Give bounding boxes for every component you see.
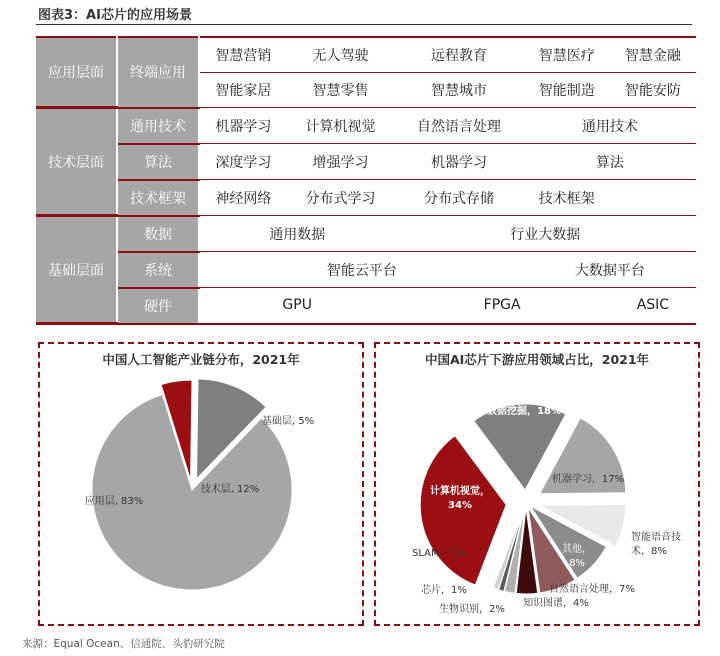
pie-slice-label: SLAM，1% [412, 548, 466, 559]
table-row [36, 216, 696, 252]
sublayer-label-terminal: 终端应用 [117, 37, 199, 108]
table-cell: 通用数据 [199, 216, 394, 252]
sublayer-label: 技术框架 [117, 180, 199, 216]
table-cell: 智能制造 [524, 73, 610, 108]
table-cell: 算法 [524, 144, 696, 180]
pie-slice-label: 技术层, 12% [200, 484, 260, 495]
table-cell: ASIC [610, 288, 696, 324]
pie-slice-label: 知识图谱，4% [523, 598, 589, 609]
pie-slice-label: 计算机视觉， 34% [430, 486, 490, 511]
chart-panel-industry [38, 342, 364, 626]
source-note: 来源：Equal Ocean、信通院、头豹研究院 [22, 638, 225, 650]
table-cell: 智慧金融 [610, 37, 696, 73]
sublayer-label: 数据 [117, 216, 199, 252]
table-row [36, 37, 696, 73]
layer-label-application: 应用层面 [36, 37, 117, 108]
table-cell: 深度学习 [199, 144, 287, 180]
table-cell: 远程教育 [394, 37, 523, 73]
sublayer-label: 算法 [117, 144, 199, 180]
table-cell: 分布式学习 [287, 180, 395, 216]
table-cell: 神经网络 [199, 180, 287, 216]
table-row [36, 144, 696, 180]
table-cell: 增强学习 [287, 144, 395, 180]
table-cell: FPGA [394, 288, 609, 324]
industry-pie-chart [40, 344, 362, 624]
table-cell: 智能云平台 [199, 252, 524, 288]
table-row [36, 180, 696, 216]
table-cell: 智慧医疗 [524, 37, 610, 73]
table-cell [610, 180, 696, 216]
table-row [36, 252, 696, 288]
table-cell: GPU [199, 288, 394, 324]
pie-slice-label: 基础层, 5% [261, 416, 315, 427]
chart-title: 中国人工智能产业链分布，2021年 [102, 352, 300, 367]
sublayer-label: 系统 [117, 252, 199, 288]
layer-label-foundation: 基础层面 [36, 216, 117, 324]
pie-slice-label: 机器学习，17% [551, 474, 625, 485]
layer-label-technology: 技术层面 [36, 108, 117, 216]
table-cell: 无人驾驶 [287, 37, 395, 73]
pie-slice-label: 智能语音技术，8% [631, 532, 681, 557]
table-row [36, 108, 696, 144]
table-cell: 智能家居 [199, 73, 287, 108]
table-cell: 技术框架 [524, 180, 610, 216]
table-cell: 机器学习 [199, 108, 287, 144]
table-cell: 分布式存储 [394, 180, 523, 216]
chart-panel-chip [374, 342, 700, 626]
pie-slice-label: 应用层, 83% [84, 496, 144, 507]
pie-slice-label: 其他， 8% [562, 544, 592, 569]
pie-slice-label: 数据挖掘，18% [487, 406, 561, 417]
table-cell: 自然语言处理 [394, 108, 523, 144]
table-cell: 机器学习 [394, 144, 523, 180]
table-cell: 智慧城市 [394, 73, 523, 108]
table-cell: 智能安防 [610, 73, 696, 108]
table-cell: 通用技术 [524, 108, 696, 144]
pie-slice-label: 生物识别，2% [439, 604, 505, 615]
figure-title: 图表3：AI芯片的应用场景 [38, 8, 192, 23]
table-row [36, 288, 696, 324]
pie-slice-label: 芯片，1% [421, 585, 467, 596]
application-table [36, 36, 696, 325]
chart-title: 中国AI芯片下游应用领域占比，2021年 [424, 352, 650, 367]
sublayer-label: 通用技术 [117, 108, 199, 144]
table-cell: 大数据平台 [524, 252, 696, 288]
chip-pie-chart [376, 344, 698, 624]
table-cell: 行业大数据 [394, 216, 696, 252]
table-cell: 智慧零售 [287, 73, 395, 108]
table-cell: 智慧营销 [199, 37, 287, 73]
table-cell: 计算机视觉 [287, 108, 395, 144]
sublayer-label: 硬件 [117, 288, 199, 324]
pie-slice-label: 自然语言处理，7% [549, 584, 635, 595]
title-divider [36, 24, 692, 25]
